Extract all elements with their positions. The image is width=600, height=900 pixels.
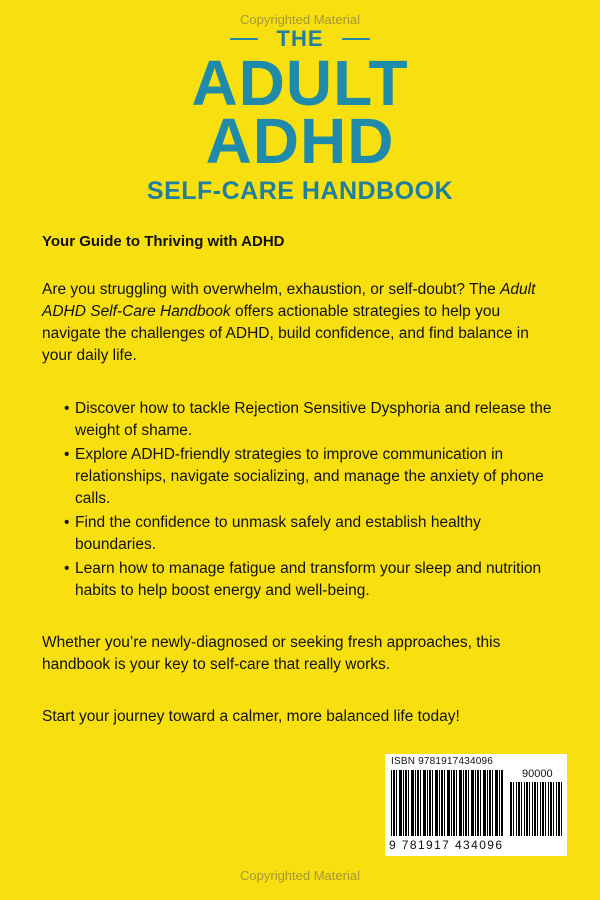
title-the: THE (276, 26, 324, 51)
intro-part-2: offers actionable strategies to help you navigate the challenges of ADHD, build confidence, and find balance in your daily life. (42, 303, 529, 364)
benefit-item: • Discover how to tackle Rejection Sensitive Dysphoria and release the weight of shame. (64, 398, 564, 442)
title-line-adhd: ADHD (205, 105, 395, 177)
title-the-line (230, 24, 370, 54)
barcode-price-code: 90000 (522, 768, 553, 780)
barcode-addon-bars (510, 782, 562, 836)
barcode-digits: 9 781917 434096 (389, 838, 504, 852)
book-title (0, 24, 600, 206)
intro-part-1: Are you struggling with overwhelm, exhaustion, or self-doubt? The (42, 281, 501, 298)
copyright-watermark-top: Copyrighted Material (240, 12, 360, 27)
title-rule-right (342, 38, 370, 40)
intro-paragraph (42, 279, 562, 367)
call-to-action: Start your journey toward a calmer, more balanced life today! (42, 708, 460, 725)
copyright-watermark-bottom: Copyrighted Material (240, 868, 360, 883)
intro-book-title: Adult ADHD Self-Care Handbook (42, 281, 536, 320)
tagline: Your Guide to Thriving with ADHD (42, 233, 285, 250)
isbn-label: ISBN 9781917434096 (391, 756, 494, 767)
closing-paragraph: Whether you’re newly-diagnosed or seeking fresh approaches, this handbook is your key to self-care that really works. (42, 634, 501, 673)
title-subtitle: SELF-CARE HANDBOOK (146, 177, 454, 205)
benefit-item: • Learn how to manage fatigue and transform your sleep and nutrition habits to help boost energy and well-being. (64, 558, 564, 602)
title-line-adult: ADULT (191, 47, 409, 119)
title-rule-left (230, 38, 258, 40)
benefit-item: • Explore ADHD-friendly strategies to improve communication in relationships, navigate socializing, and manage the anxiety of phone calls. (64, 444, 564, 510)
benefits-list (64, 398, 564, 604)
barcode-bars (391, 770, 503, 836)
benefit-item: • Find the confidence to unmask safely and establish healthy boundaries. (64, 512, 564, 556)
isbn-barcode (385, 754, 567, 856)
